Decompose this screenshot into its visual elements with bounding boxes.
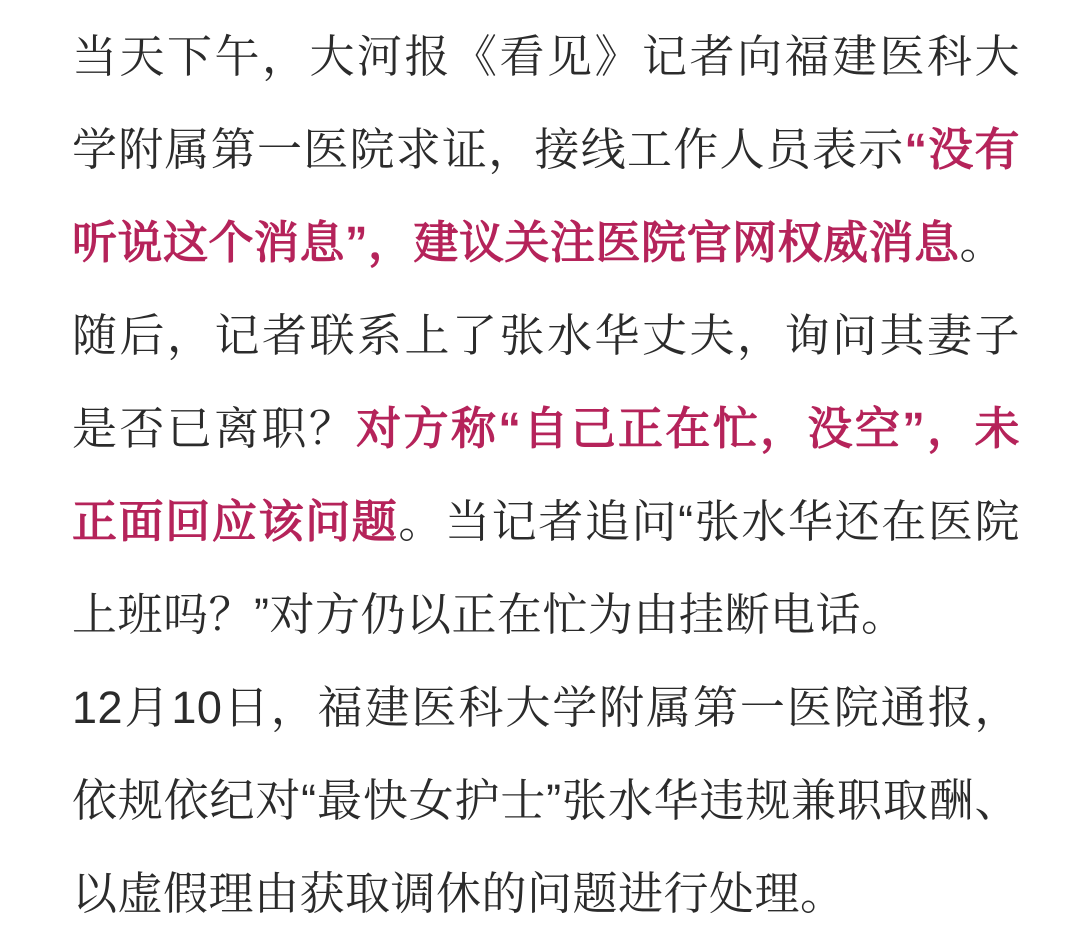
highlighted-text-run: “没有听说这个消息”，建议关注医院官网权威消息 <box>72 124 1020 268</box>
text-run: 当天下午，大河报《看见》记者向福建医科大学附属第一医院求证，接线工作人员表示 <box>72 31 1020 175</box>
paragraph-2 <box>72 289 1020 661</box>
text-run: 。当记者追问“张水华还在医院上班吗？”对方仍以正在忙为由挂断电话。 <box>72 496 1020 640</box>
text-run: 随后，记者联系上了张水华丈夫，询问其妻子是否已离职？ <box>72 310 1020 454</box>
paragraph-1 <box>72 10 1020 289</box>
text-run: 。 <box>959 217 1006 268</box>
text-run: 12月10日，福建医科大学附属第一医院通报，依规依纪对“最快女护士”张水华违规兼职取酬、以虚假理由获取调休的问题进行处理。 <box>72 682 1020 919</box>
paragraph-3 <box>72 661 1020 940</box>
highlighted-text-run: 对方称“自己正在忙，没空”，未正面回应该问题 <box>72 403 1020 547</box>
